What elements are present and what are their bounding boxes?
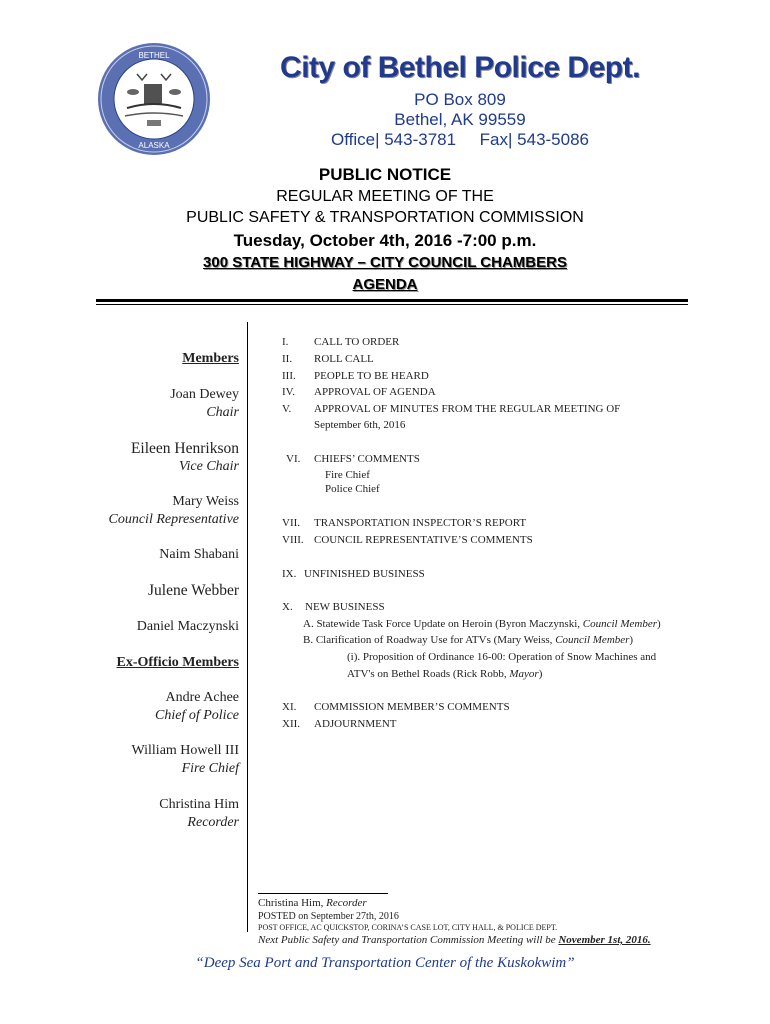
posted-date: POSTED on September 27th, 2016 xyxy=(258,911,399,922)
next-meeting-text: Next Public Safety and Transportation Commission Meeting will be xyxy=(258,934,559,946)
seal-top-text: BETHEL xyxy=(138,51,170,60)
office-title: City of Bethel Police Dept. xyxy=(280,51,640,84)
member-name-daniel: Daniel Maczynski xyxy=(136,619,239,634)
agenda-item-vi-fire-chief: Fire Chief xyxy=(325,469,370,481)
agenda-item-x-b-text: B. Clarification of Roadway Use for ATVs (Mary Weiss, xyxy=(303,634,556,646)
member-name-joan: Joan Dewey xyxy=(170,387,239,402)
agenda-item-x: NEW BUSINESS xyxy=(305,601,385,613)
agenda-item-vi-police-chief: Police Chief xyxy=(325,483,380,495)
agenda-item-x-b-i-text: ATV's on Bethel Roads (Rick Robb, xyxy=(347,668,510,680)
agenda-num-vii: VII. xyxy=(282,517,301,529)
recorder-role: Recorder xyxy=(326,897,367,909)
member-role-joan: Chair xyxy=(206,405,239,420)
city-seal-logo xyxy=(97,42,211,156)
member-name-mary: Mary Weiss xyxy=(172,494,239,509)
signature-line xyxy=(258,893,388,894)
meeting-location: 300 STATE HIGHWAY – CITY COUNCIL CHAMBERS xyxy=(203,254,567,271)
next-meeting-date: November 1st, 2016. xyxy=(558,934,651,946)
agenda-num-v: V. xyxy=(282,403,292,415)
member-name-william: William Howell III xyxy=(131,743,239,758)
phone-fax-line: Office| 543-3781 Fax| 543-5086 xyxy=(330,130,589,149)
seal-bottom-text: ALASKA xyxy=(138,141,170,150)
meeting-line-1: REGULAR MEETING OF THE xyxy=(276,188,494,205)
members-heading: Members xyxy=(182,351,239,366)
member-role-mary: Council Representative xyxy=(108,512,239,527)
agenda-item-xii: ADJOURNMENT xyxy=(314,718,397,730)
agenda-item-x-b xyxy=(303,634,633,646)
member-name-naim: Naim Shabani xyxy=(159,547,239,562)
header-divider-thick xyxy=(96,299,688,302)
ex-officio-heading: Ex-Officio Members xyxy=(116,655,239,670)
agenda-item-x-a xyxy=(303,618,661,630)
member-role-andre: Chief of Police xyxy=(155,708,239,723)
next-meeting-line xyxy=(258,934,651,946)
address-city: Bethel, AK 99559 xyxy=(394,110,526,129)
agenda-heading: AGENDA xyxy=(352,276,418,293)
agenda-item-x-a-role: Council Member xyxy=(582,618,658,630)
city-motto: “Deep Sea Port and Transportation Center of the Kuskokwim” xyxy=(195,955,575,971)
member-role-christina: Recorder xyxy=(187,815,239,830)
agenda-item-x-a-close: ) xyxy=(657,618,661,630)
posted-locations: POST OFFICE, AC QUICKSTOP, CORINA’S CASE LOT, CITY HALL, & POLICE DEPT. xyxy=(258,923,558,932)
agenda-item-v: APPROVAL OF MINUTES FROM THE REGULAR MEETING OF xyxy=(314,403,621,415)
member-role-eileen: Vice Chair xyxy=(178,459,239,474)
agenda-item-vi: CHIEFS’ COMMENTS xyxy=(314,453,420,465)
agenda-num-viii: VIII. xyxy=(282,534,304,546)
agenda-item-x-b-i-role: Mayor xyxy=(509,668,539,680)
recorder-signature xyxy=(258,897,367,909)
agenda-num-ii: II. xyxy=(282,353,293,365)
agenda-item-viii: COUNCIL REPRESENTATIVE’S COMMENTS xyxy=(314,534,533,546)
meeting-line-2: PUBLIC SAFETY & TRANSPORTATION COMMISSION xyxy=(186,209,584,226)
member-name-andre: Andre Achee xyxy=(165,690,239,705)
agenda-item-x-a-text: A. Statewide Task Force Update on Heroin (Byron Maczynski, xyxy=(303,618,583,630)
agenda-item-vii: TRANSPORTATION INSPECTOR’S REPORT xyxy=(314,517,527,529)
agenda-num-xi: XI. xyxy=(282,701,297,713)
agenda-item-x-b-close: ) xyxy=(629,634,634,646)
agenda-num-vi: VI. xyxy=(286,453,301,465)
public-notice-label: PUBLIC NOTICE xyxy=(318,165,452,184)
member-name-christina: Christina Him xyxy=(159,797,239,812)
agenda-item-xi: COMMISSION MEMBER’S COMMENTS xyxy=(314,701,510,713)
header-divider-thin xyxy=(96,304,688,305)
recorder-name: Christina Him, xyxy=(258,897,327,909)
agenda-item-x-b-i-close: ) xyxy=(538,668,543,680)
meeting-datetime: Tuesday, October 4th, 2016 -7:00 p.m. xyxy=(233,231,537,250)
agenda-num-x: X. xyxy=(282,601,293,613)
agenda-item-x-b-i-line1: (i). Proposition of Ordinance 16-00: Operation of Snow Machines and xyxy=(347,651,657,663)
agenda-item-i: CALL TO ORDER xyxy=(314,336,400,348)
member-role-william: Fire Chief xyxy=(181,761,239,776)
agenda-item-iii: PEOPLE TO BE HEARD xyxy=(314,370,429,382)
agenda-item-ix: UNFINISHED BUSINESS xyxy=(304,568,425,580)
member-name-eileen: Eileen Henrikson xyxy=(130,440,239,457)
agenda-num-iii: III. xyxy=(282,370,296,382)
agenda-item-ii: ROLL CALL xyxy=(314,353,374,365)
agenda-num-xii: XII. xyxy=(282,718,301,730)
column-divider xyxy=(247,322,248,932)
agenda-item-iv: APPROVAL OF AGENDA xyxy=(314,386,436,398)
address-po-box: PO Box 809 xyxy=(414,90,506,109)
agenda-item-v-date: September 6th, 2016 xyxy=(314,419,406,431)
agenda-num-ix: IX. xyxy=(282,568,297,580)
agenda-item-x-b-role: Council Member xyxy=(555,634,630,646)
agenda-num-i: I. xyxy=(282,336,289,348)
member-name-julene: Julene Webber xyxy=(147,582,239,599)
agenda-item-x-b-i-line2 xyxy=(347,668,542,680)
agenda-num-iv: IV. xyxy=(282,386,295,398)
